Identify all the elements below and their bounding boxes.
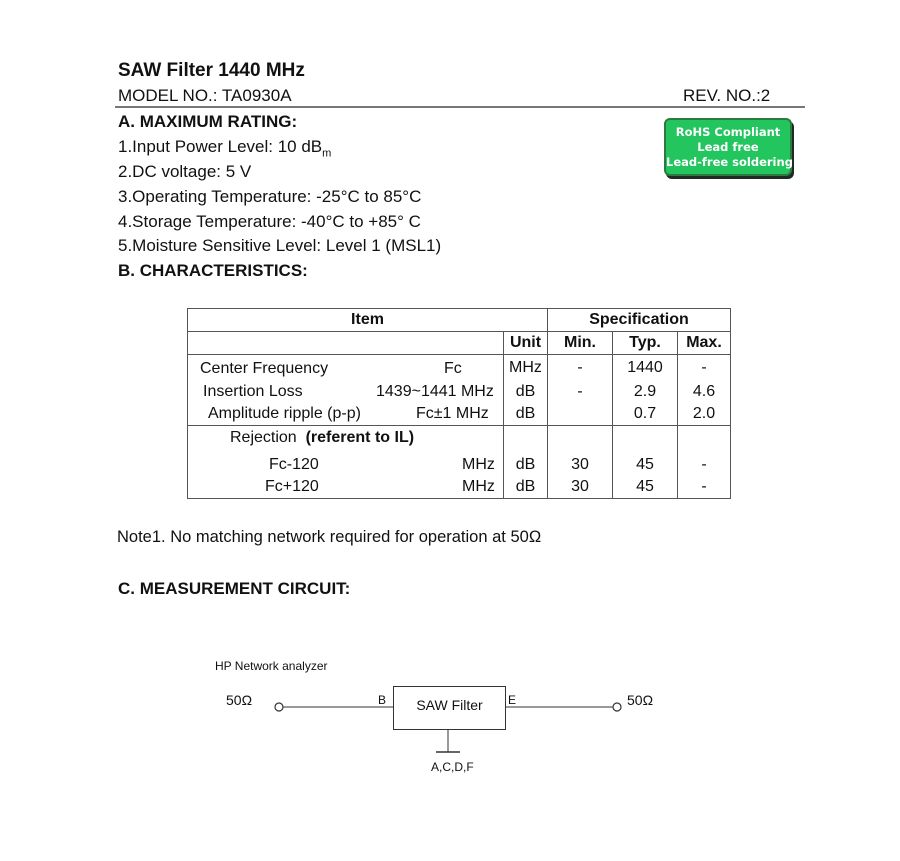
row-unit: dB bbox=[504, 381, 548, 403]
matching-note: Note1. No matching network required for operation at 50Ω bbox=[117, 528, 542, 546]
rejection-row-max: - bbox=[701, 456, 707, 473]
rejection-row-unit: dB bbox=[515, 456, 536, 473]
row-name: Insertion Loss bbox=[203, 383, 303, 400]
ground-pins-label: A,C,D,F bbox=[431, 760, 474, 774]
rejection-row-condition: MHz bbox=[462, 456, 495, 473]
rejection-row-typ: 45 bbox=[636, 456, 654, 473]
rohs-badge-line1: RoHS Compliant bbox=[675, 125, 781, 139]
model-number: MODEL NO.: TA0930A bbox=[118, 86, 292, 105]
rating-item-operating-temp: 3.Operating Temperature: -25°C to 85°C bbox=[118, 187, 422, 206]
row-condition: Fc±1 MHz bbox=[416, 405, 489, 422]
row-min: - bbox=[548, 381, 613, 403]
row-unit: MHz bbox=[504, 355, 548, 382]
rejection-row-name: Fc-120 bbox=[269, 456, 319, 473]
row-unit: dB bbox=[504, 403, 548, 426]
row-name: Center Frequency bbox=[200, 360, 329, 377]
rating-item-text: 1.Input Power Level: 10 dB bbox=[118, 137, 323, 156]
row-condition: Fc bbox=[444, 360, 462, 377]
rating-item-storage-temp: 4.Storage Temperature: -40°C to +85° C bbox=[118, 212, 421, 231]
row-min: - bbox=[548, 355, 613, 382]
header-item: Item bbox=[188, 309, 548, 332]
pin-in-label: B bbox=[378, 693, 387, 707]
rating-item-dc-voltage: 2.DC voltage: 5 V bbox=[118, 162, 252, 181]
header-min: Min. bbox=[548, 332, 613, 355]
row-max: 4.6 bbox=[678, 381, 731, 403]
left-port-label: 50Ω bbox=[226, 692, 253, 708]
row-max: - bbox=[678, 355, 731, 382]
rejection-row-name: Fc+120 bbox=[265, 478, 319, 495]
rating-item-subscript: m bbox=[322, 147, 332, 160]
revision-number: REV. NO.:2 bbox=[683, 86, 771, 105]
left-port-terminal bbox=[275, 703, 283, 711]
rejection-label-text: Rejection bbox=[230, 429, 297, 446]
measurement-heading: C. MEASUREMENT CIRCUIT: bbox=[118, 579, 351, 598]
row-typ: 0.7 bbox=[613, 403, 678, 426]
rejection-row-unit: dB bbox=[515, 478, 536, 495]
rejection-label-bold: (referent to IL) bbox=[305, 429, 415, 446]
saw-filter-label: SAW Filter bbox=[416, 697, 483, 713]
row-typ: 1440 bbox=[613, 355, 678, 382]
row-name: Amplitude ripple (p-p) bbox=[208, 405, 361, 422]
rating-item-msl: 5.Moisture Sensitive Level: Level 1 (MSL1) bbox=[118, 236, 442, 255]
header-typ: Typ. bbox=[613, 332, 678, 355]
rejection-row-typ: 45 bbox=[636, 478, 654, 495]
rejection-row-min: 30 bbox=[571, 478, 589, 495]
rohs-badge-line3: Lead-free soldering bbox=[666, 155, 793, 169]
document-title: SAW Filter 1440 MHz bbox=[118, 60, 305, 81]
row-max: 2.0 bbox=[678, 403, 731, 426]
rejection-row-min: 30 bbox=[571, 456, 589, 473]
analyzer-label: HP Network analyzer bbox=[215, 659, 328, 673]
right-port-label: 50Ω bbox=[627, 692, 654, 708]
right-port-terminal bbox=[613, 703, 621, 711]
rejection-row-max: - bbox=[701, 478, 707, 495]
row-condition: 1439~1441 MHz bbox=[376, 383, 494, 400]
max-rating-heading: A. MAXIMUM RATING: bbox=[118, 112, 298, 131]
rohs-badge-line2: Lead free bbox=[697, 140, 759, 154]
rejection-row-condition: MHz bbox=[462, 478, 495, 495]
row-typ: 2.9 bbox=[613, 381, 678, 403]
header-specification: Specification bbox=[548, 309, 731, 332]
characteristics-heading: B. CHARACTERISTICS: bbox=[118, 261, 308, 280]
header-unit: Unit bbox=[504, 332, 548, 355]
header-max: Max. bbox=[678, 332, 731, 355]
pin-out-label: E bbox=[508, 693, 517, 707]
